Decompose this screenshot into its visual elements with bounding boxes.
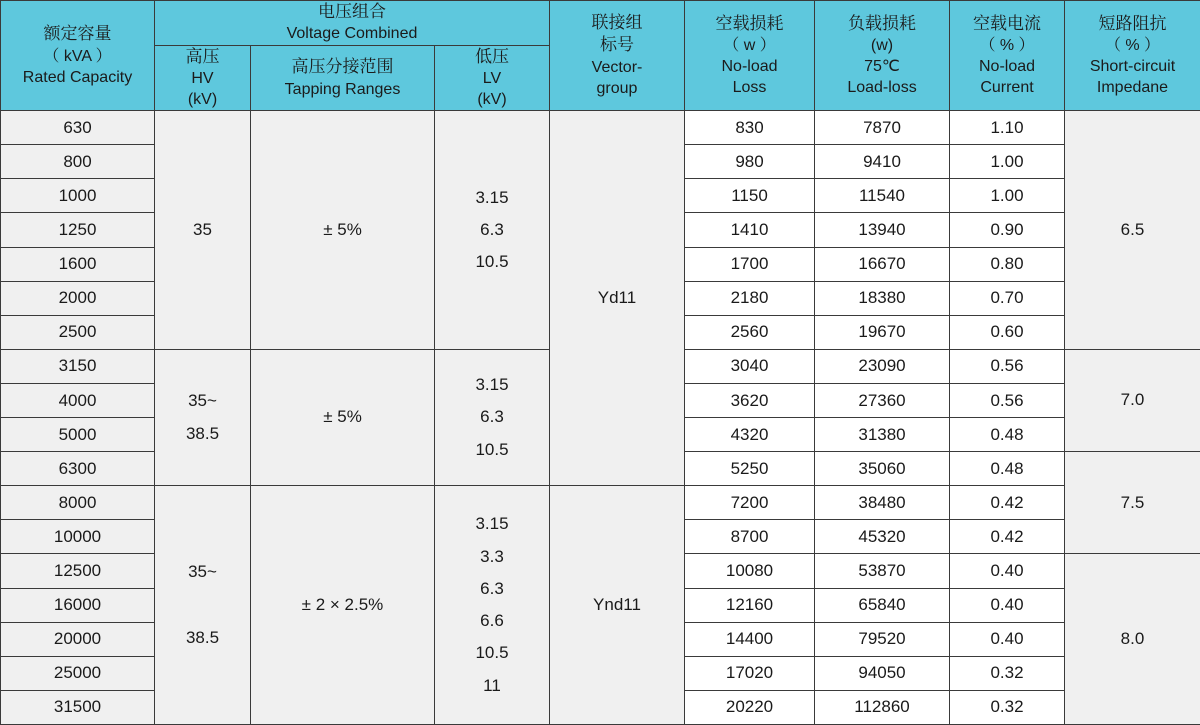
cell-no-load-current: 0.48 (950, 452, 1065, 486)
header-hv-cn: 高压 (185, 46, 220, 66)
cell-no-load-loss: 2180 (685, 281, 815, 315)
cell-impedance-group-4: 8.0 (1065, 554, 1200, 725)
cell-tapping-group-3: ± 2 × 2.5% (251, 486, 435, 725)
header-lv-unit: (kV) (477, 91, 507, 109)
cell-no-load-loss: 830 (685, 111, 815, 145)
cell-no-load-current: 0.48 (950, 418, 1065, 452)
header-vector-group-cn: 联接组 (591, 13, 643, 33)
cell-no-load-loss: 5250 (685, 452, 815, 486)
header-tapping-ranges-cn: 高压分接范围 (291, 57, 394, 77)
header-no-load-loss-cn: 空载损耗 (715, 13, 784, 33)
header-vector-group (550, 1, 685, 111)
lv-value: 6.3 (480, 219, 504, 239)
cell-no-load-current: 0.32 (950, 690, 1065, 724)
cell-capacity: 2000 (1, 281, 155, 315)
header-vector-group-en2: group (596, 80, 638, 98)
header-no-load-loss-unit: （ w ） (723, 37, 776, 55)
header-lv-cn: 低压 (475, 46, 509, 66)
cell-impedance-group-1: 6.5 (1065, 111, 1200, 350)
cell-hv-group-3 (155, 486, 251, 725)
header-rated-capacity (1, 1, 155, 111)
cell-capacity: 4000 (1, 383, 155, 417)
lv-value: 6.3 (480, 578, 504, 598)
header-no-load-current-unit: （ % ） (979, 37, 1035, 55)
cell-lv-group-2 (435, 349, 550, 485)
header-short-circuit-impedance-en2: Impedane (1096, 79, 1169, 97)
cell-no-load-current: 1.00 (950, 179, 1065, 213)
cell-no-load-loss: 10080 (685, 554, 815, 588)
cell-capacity: 16000 (1, 588, 155, 622)
cell-capacity: 630 (1, 111, 155, 145)
cell-no-load-loss: 20220 (685, 690, 815, 724)
header-load-loss-cn: 负载损耗 (848, 13, 916, 33)
lv-value: 6.6 (480, 611, 504, 631)
lv-value: 6.3 (480, 407, 504, 427)
cell-no-load-current: 0.90 (950, 213, 1065, 247)
cell-capacity: 1000 (1, 179, 155, 213)
cell-load-loss: 7870 (815, 111, 950, 145)
cell-no-load-loss: 3040 (685, 349, 815, 383)
lv-value: 10.5 (475, 439, 509, 459)
header-hv (155, 45, 251, 111)
cell-no-load-loss: 12160 (685, 588, 815, 622)
header-vector-group-cn2: 标号 (600, 35, 634, 55)
table-body (1, 111, 1200, 725)
cell-lv-group-1 (435, 111, 550, 350)
table-row (1, 486, 1200, 520)
header-no-load-loss-en: No-load (721, 58, 778, 76)
cell-capacity: 1600 (1, 247, 155, 281)
cell-no-load-current: 0.56 (950, 349, 1065, 383)
cell-load-loss: 9410 (815, 145, 950, 179)
header-hv-en: HV (191, 69, 214, 87)
cell-vector-group-1: Yd11 (550, 111, 685, 486)
cell-load-loss: 11540 (815, 179, 950, 213)
cell-capacity: 31500 (1, 690, 155, 724)
cell-capacity: 5000 (1, 418, 155, 452)
header-load-loss (815, 1, 950, 111)
hv-line: 35~ (188, 391, 217, 411)
header-rated-capacity-cn: 额定容量 (43, 24, 112, 44)
cell-load-loss: 18380 (815, 281, 950, 315)
cell-load-loss: 23090 (815, 349, 950, 383)
header-short-circuit-impedance-unit: （ % ） (1104, 37, 1161, 55)
cell-no-load-current: 0.70 (950, 281, 1065, 315)
cell-load-loss: 19670 (815, 315, 950, 349)
cell-no-load-loss: 1150 (685, 179, 815, 213)
lv-value: 3.15 (475, 375, 509, 395)
cell-no-load-loss: 2560 (685, 315, 815, 349)
header-voltage-combined-en: Voltage Combined (286, 25, 418, 43)
cell-load-loss: 13940 (815, 213, 950, 247)
cell-tapping-group-2: ± 5% (251, 349, 435, 485)
hv-line: 38.5 (185, 628, 220, 648)
cell-no-load-current: 0.40 (950, 622, 1065, 656)
header-no-load-loss (685, 1, 815, 111)
cell-tapping-group-1: ± 5% (251, 111, 435, 350)
header-lv-en: LV (482, 69, 502, 87)
cell-vector-group-2: Ynd11 (550, 486, 685, 725)
cell-load-loss: 31380 (815, 418, 950, 452)
lv-value: 3.15 (475, 514, 509, 534)
header-load-loss-en: 75℃ (864, 58, 900, 76)
cell-no-load-current: 0.42 (950, 520, 1065, 554)
hv-line: 35~ (188, 561, 217, 581)
cell-no-load-current: 1.10 (950, 111, 1065, 145)
cell-no-load-current: 0.60 (950, 315, 1065, 349)
lv-value: 3.15 (475, 187, 509, 207)
cell-load-loss: 112860 (815, 690, 950, 724)
header-rated-capacity-unit: （ kVA ） (43, 47, 112, 65)
cell-no-load-current: 0.40 (950, 554, 1065, 588)
cell-impedance-group-2: 7.0 (1065, 349, 1200, 451)
cell-lv-group-3 (435, 486, 550, 725)
cell-capacity: 1250 (1, 213, 155, 247)
header-tapping-ranges-en: Tapping Ranges (284, 80, 401, 98)
cell-no-load-loss: 1410 (685, 213, 815, 247)
cell-capacity: 25000 (1, 656, 155, 690)
cell-no-load-loss: 7200 (685, 486, 815, 520)
lv-value: 10.5 (475, 643, 509, 663)
cell-load-loss: 53870 (815, 554, 950, 588)
header-no-load-current-cn: 空载电流 (973, 13, 1041, 33)
header-short-circuit-impedance (1065, 1, 1200, 111)
cell-no-load-loss: 4320 (685, 418, 815, 452)
header-voltage-combined (155, 1, 550, 46)
header-hv-unit: (kV) (187, 91, 218, 109)
cell-capacity: 8000 (1, 486, 155, 520)
lv-value: 10.5 (475, 252, 509, 272)
cell-no-load-loss: 3620 (685, 383, 815, 417)
header-rated-capacity-en: Rated Capacity (22, 68, 133, 86)
header-lv (435, 45, 550, 111)
cell-impedance-group-3: 7.5 (1065, 452, 1200, 554)
table-row (1, 111, 1200, 145)
cell-load-loss: 27360 (815, 383, 950, 417)
cell-load-loss: 38480 (815, 486, 950, 520)
cell-no-load-current: 0.80 (950, 247, 1065, 281)
cell-load-loss: 35060 (815, 452, 950, 486)
cell-load-loss: 16670 (815, 247, 950, 281)
cell-capacity: 2500 (1, 315, 155, 349)
header-no-load-current-en: No-load (978, 58, 1036, 76)
cell-no-load-loss: 1700 (685, 247, 815, 281)
cell-no-load-current: 0.40 (950, 588, 1065, 622)
header-load-loss-unit: (w) (870, 37, 894, 55)
header-no-load-current-en2: Current (980, 79, 1034, 97)
cell-capacity: 20000 (1, 622, 155, 656)
cell-no-load-loss: 980 (685, 145, 815, 179)
lv-value: 11 (483, 675, 501, 695)
header-tapping-ranges (251, 45, 435, 111)
cell-no-load-current: 1.00 (950, 145, 1065, 179)
cell-capacity: 12500 (1, 554, 155, 588)
cell-capacity: 6300 (1, 452, 155, 486)
cell-load-loss: 94050 (815, 656, 950, 690)
cell-hv-group-2 (155, 349, 251, 485)
header-short-circuit-impedance-en: Short-circuit (1089, 58, 1176, 76)
cell-capacity: 10000 (1, 520, 155, 554)
cell-capacity: 800 (1, 145, 155, 179)
header-vector-group-en: Vector- (591, 58, 643, 76)
cell-no-load-current: 0.32 (950, 656, 1065, 690)
header-no-load-loss-en2: Loss (732, 79, 767, 97)
cell-capacity: 3150 (1, 349, 155, 383)
cell-load-loss: 65840 (815, 588, 950, 622)
hv-line: 38.5 (185, 423, 220, 443)
cell-no-load-loss: 17020 (685, 656, 815, 690)
header-load-loss-en2: Load-loss (847, 79, 917, 97)
cell-no-load-loss: 8700 (685, 520, 815, 554)
cell-no-load-current: 0.56 (950, 383, 1065, 417)
header-voltage-combined-cn: 电压组合 (318, 2, 386, 21)
cell-hv-group-1: 35 (155, 111, 251, 350)
cell-no-load-loss: 14400 (685, 622, 815, 656)
cell-load-loss: 45320 (815, 520, 950, 554)
header-no-load-current (950, 1, 1065, 111)
cell-load-loss: 79520 (815, 622, 950, 656)
lv-value: 3.3 (480, 546, 504, 566)
cell-no-load-current: 0.42 (950, 486, 1065, 520)
header-short-circuit-impedance-cn: 短路阻抗 (1098, 13, 1167, 33)
